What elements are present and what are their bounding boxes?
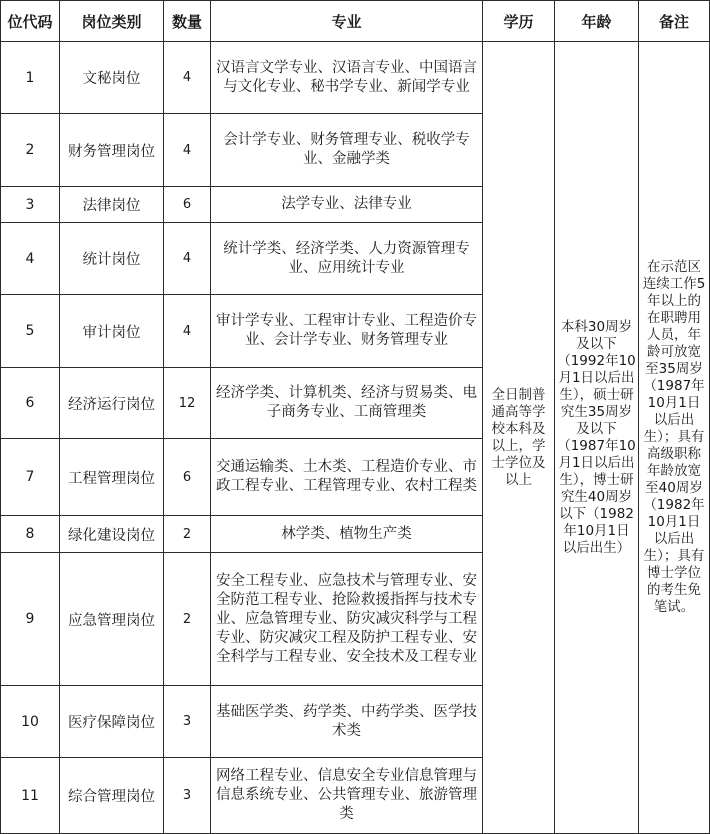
position-major: 法学专业、法律专业 [211, 187, 483, 223]
remarks: 在示范区连续工作5年以上的在职聘用人员，年龄可放宽至35周岁（1987年10月1日以后出生）；具有高级职称年龄放宽至40周岁（1982年10月1日以后出生）；具有博士学位的考生免笔试。 [639, 42, 710, 834]
position-type: 经济运行岗位 [60, 368, 164, 439]
position-code: 3 [1, 187, 60, 223]
position-count: 3 [164, 686, 211, 758]
position-major: 林学类、植物生产类 [211, 516, 483, 553]
header-age: 年龄 [555, 1, 639, 42]
position-count: 12 [164, 368, 211, 439]
position-count: 4 [164, 223, 211, 295]
position-code: 6 [1, 368, 60, 439]
header-education: 学历 [483, 1, 555, 42]
position-type: 工程管理岗位 [60, 439, 164, 516]
position-count: 2 [164, 553, 211, 686]
position-major: 交通运输类、土木类、工程造价专业、市政工程专业、工程管理专业、农村工程类 [211, 439, 483, 516]
position-count: 4 [164, 114, 211, 187]
position-type: 法律岗位 [60, 187, 164, 223]
header-count: 数量 [164, 1, 211, 42]
position-count: 6 [164, 187, 211, 223]
position-type: 审计岗位 [60, 295, 164, 368]
position-code: 8 [1, 516, 60, 553]
position-type: 绿化建设岗位 [60, 516, 164, 553]
position-count: 4 [164, 295, 211, 368]
position-code: 9 [1, 553, 60, 686]
position-major: 安全工程专业、应急技术与管理专业、安全防范工程专业、抢险救援指挥与技术专业、应急管理专业、防灾减灾科学与工程专业、防灾减灾工程及防护工程专业、安全科学与工程专业、安全技术及工程专业 [211, 553, 483, 686]
position-major: 网络工程专业、信息安全专业信息管理与信息系统专业、公共管理专业、旅游管理类 [211, 758, 483, 834]
header-major: 专业 [211, 1, 483, 42]
header-row [1, 1, 710, 42]
position-major: 汉语言文学专业、汉语言专业、中国语言与文化专业、秘书学专业、新闻学专业 [211, 42, 483, 114]
position-type: 文秘岗位 [60, 42, 164, 114]
position-major: 会计学专业、财务管理专业、税收学专业、金融学类 [211, 114, 483, 187]
education-requirement: 全日制普通高等学校本科及以上，学士学位及以上 [483, 42, 555, 834]
position-code: 1 [1, 42, 60, 114]
position-count: 6 [164, 439, 211, 516]
position-type: 综合管理岗位 [60, 758, 164, 834]
position-major: 经济学类、计算机类、经济与贸易类、电子商务专业、工商管理类 [211, 368, 483, 439]
position-code: 4 [1, 223, 60, 295]
position-code: 5 [1, 295, 60, 368]
position-major: 统计学类、经济学类、人力资源管理专业、应用统计专业 [211, 223, 483, 295]
position-code: 11 [1, 758, 60, 834]
position-count: 2 [164, 516, 211, 553]
table-row [1, 42, 710, 114]
position-code: 7 [1, 439, 60, 516]
position-code: 10 [1, 686, 60, 758]
age-requirement: 本科30周岁及以下（1992年10月1日以后出生），硕士研究生35周岁及以下（1987年10月1日以后出生），博士研究生40周岁以下（1982年10月1日以后出生） [555, 42, 639, 834]
position-type: 财务管理岗位 [60, 114, 164, 187]
header-type: 岗位类别 [60, 1, 164, 42]
position-type: 应急管理岗位 [60, 553, 164, 686]
position-count: 3 [164, 758, 211, 834]
position-major: 审计学专业、工程审计专业、工程造价专业、会计学专业、财务管理专业 [211, 295, 483, 368]
position-type: 统计岗位 [60, 223, 164, 295]
position-major: 基础医学类、药学类、中药学类、医学技术类 [211, 686, 483, 758]
header-note: 备注 [639, 1, 710, 42]
position-code: 2 [1, 114, 60, 187]
header-code: 位代码 [1, 1, 60, 42]
position-count: 4 [164, 42, 211, 114]
position-type: 医疗保障岗位 [60, 686, 164, 758]
